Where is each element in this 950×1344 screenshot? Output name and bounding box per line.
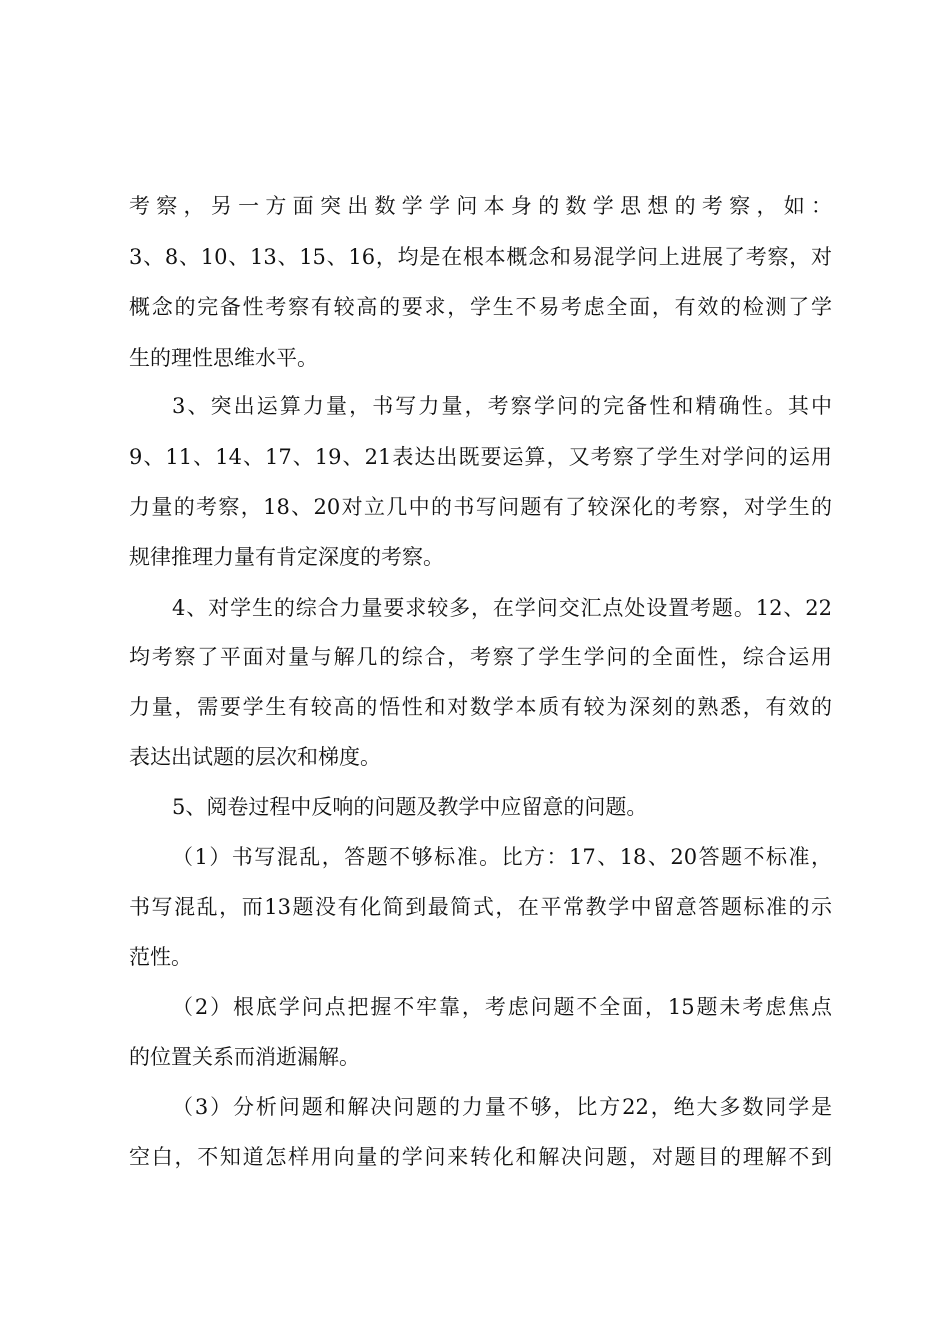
line-text: 生的理性思维水平。 <box>129 346 318 370</box>
line-text: 均考察了平面对量与解几的综合，考察了学生学问的全面性，综合运用 <box>129 645 832 669</box>
line-text: 3、突出运算力量，书写力量，考察学问的完备性和精确性。其中 <box>172 394 832 418</box>
line-text: 9、11、14、17、19、21表达出既要运算，又考察了学生对学问的运用 <box>129 445 832 469</box>
line-text: 力量的考察，18、20对立几中的书写问题有了较深化的考察，对学生的 <box>129 495 832 519</box>
text-line-20 <box>0 1140 950 1174</box>
line-text: （2）根底学问点把握不牢靠，考虑问题不全面，15题未考虑焦点 <box>172 995 832 1019</box>
text-line-8 <box>0 540 950 574</box>
line-text: 概念的完备性考察有较高的要求，学生不易考虑全面，有效的检测了学 <box>129 295 832 319</box>
text-line-7 <box>0 490 950 524</box>
text-line-3 <box>0 290 950 324</box>
line-text: （3）分析问题和解决问题的力量不够，比方22，绝大多数同学是 <box>172 1095 832 1119</box>
line-text: 范性。 <box>129 945 192 969</box>
text-line-12 <box>0 740 950 774</box>
line-text: 5、阅卷过程中反响的问题及教学中应留意的问题。 <box>172 795 648 819</box>
line-text: 表达出试题的层次和梯度。 <box>129 745 381 769</box>
text-line-13 <box>0 790 950 824</box>
text-line-14 <box>0 840 950 874</box>
line-text: 考察，另一方面突出数学学问本身的数学思想的考察，如： <box>129 194 832 218</box>
text-line-19 <box>0 1090 950 1124</box>
text-line-2 <box>0 240 950 274</box>
line-text: 书写混乱，而13题没有化简到最简式，在平常教学中留意答题标准的示 <box>129 895 832 919</box>
line-text: 力量，需要学生有较高的悟性和对数学本质有较为深刻的熟悉，有效的 <box>129 695 832 719</box>
text-line-15 <box>0 890 950 924</box>
line-text: 空白，不知道怎样用向量的学问来转化和解决问题，对题目的理解不到 <box>129 1145 832 1169</box>
text-line-5 <box>0 389 950 423</box>
line-text: 的位置关系而消逝漏解。 <box>129 1045 360 1069</box>
text-line-11 <box>0 690 950 724</box>
text-line-4 <box>0 341 950 375</box>
text-line-17 <box>0 990 950 1024</box>
text-line-16 <box>0 940 950 974</box>
line-text: （1）书写混乱，答题不够标准。比方：17、18、20答题不标准， <box>172 845 832 869</box>
text-line-18 <box>0 1040 950 1074</box>
line-text: 规律推理力量有肯定深度的考察。 <box>129 545 444 569</box>
text-line-9 <box>0 591 950 625</box>
line-text: 3、8、10、13、15、16，均是在根本概念和易混学问上进展了考察，对 <box>129 245 832 269</box>
text-line-1 <box>0 189 950 223</box>
line-text: 4、对学生的综合力量要求较多，在学问交汇点处设置考题。12、22 <box>172 596 832 620</box>
text-line-6 <box>0 440 950 474</box>
text-line-10 <box>0 640 950 674</box>
